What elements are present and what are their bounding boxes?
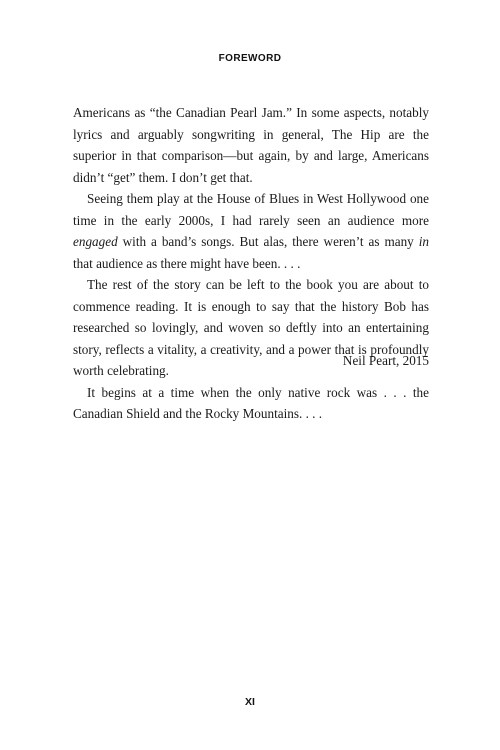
paragraph-2-text-b: with a band’s songs. But alas, there weren’t as many <box>117 234 419 249</box>
running-head: FOREWORD <box>218 53 282 64</box>
emphasis-in: in <box>418 234 429 249</box>
paragraph-1: Americans as “the Canadian Pearl Jam.” In some aspects, notably lyrics and arguably songwriting in general, The Hip are the superior in that comparison—but again, by and large, Americans didn’t “get” them. I don’t get that. <box>73 105 429 185</box>
paragraph-2 <box>73 188 429 274</box>
body-text <box>73 102 429 425</box>
page-number: XI <box>245 696 255 708</box>
paragraph-3: The rest of the story can be left to the book you are about to commence reading. It is enough to say that the history Bob has researched so lovingly, and woven so deftly into an entertaining story, reflects a vitality, a creativity, and a power that is profoundly worth celebrating. <box>73 277 429 378</box>
paragraph-4: It begins at a time when the only native rock was . . . the Canadian Shield and the Rocky Mountains. . . . <box>73 384 429 421</box>
paragraph-2-text-c: that audience as there might have been. . . . <box>73 255 301 271</box>
author-signature: Neil Peart, 2015 <box>342 353 429 368</box>
emphasis-engaged: engaged <box>73 234 118 249</box>
paragraph-2-text-a: Seeing them play at the House of Blues in West Hollywood one time in the early 2000s, I had rarely seen an audience more <box>73 191 429 228</box>
